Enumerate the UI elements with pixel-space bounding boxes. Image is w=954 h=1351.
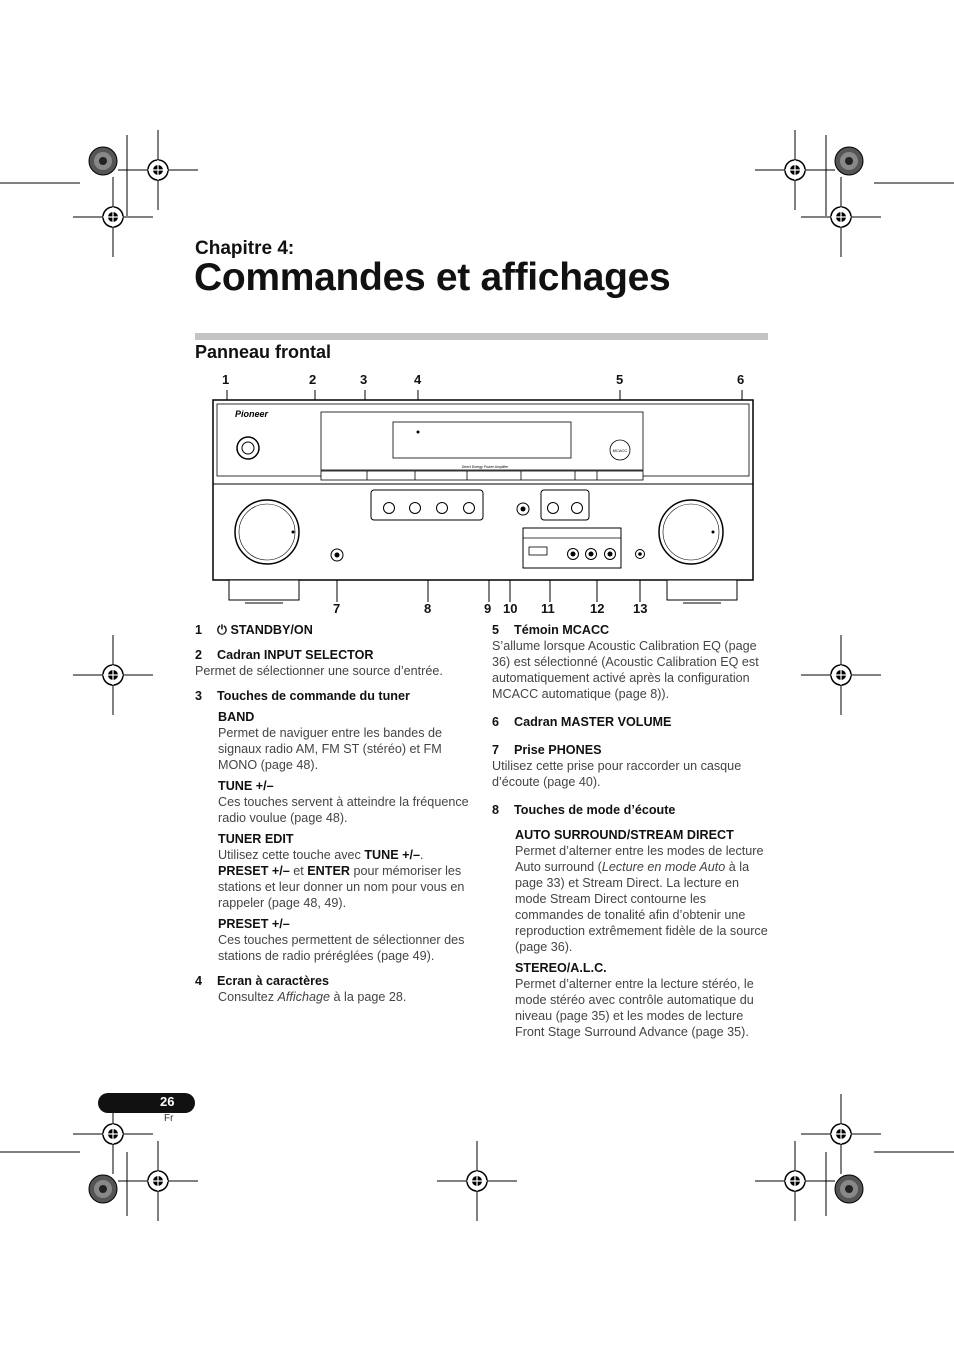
callout-3: 3 — [360, 372, 368, 387]
callout-5: 5 — [616, 372, 624, 387]
item-phones-jack: 7 Prise PHONES Utilisez cette prise pour raccorder un casque d’écoute (page 40). — [492, 743, 742, 789]
power-icon: ⏻ — [217, 623, 227, 637]
right-column — [492, 622, 768, 1049]
model-text: Direct Energy Power Amplifier — [461, 465, 509, 469]
item-mcacc-indicator: 5 Témoin MCACC S’allume lorsque Acoustic Calibration EQ (page 36) est sélectionné (Acoustic Calibration EQ est automatiquement activé après la configuration MCACC automatique (page 8)). — [492, 623, 759, 701]
section-rule — [195, 333, 768, 340]
left-column — [195, 622, 475, 1014]
chapter-title: Commandes et affichages — [194, 256, 671, 299]
callout-4: 4 — [414, 372, 422, 387]
crop-mark — [755, 130, 954, 257]
item-listening-mode: 8 Touches de mode d’écoute AUTO SURROUND/STREAM DIRECT Permet d’alterner entre les modes de lecture Auto surround (Lecture en mode Auto à la page 33) et Stream Direct. La lecture en mode Stream Direct contourne les commandes de tonalité afin d’obtenir une reproduction extrêmement fidèle de la source (page 36). STEREO/A.L.C. Permet d’alterner entre la lecture stéréo, le mode stéréo avec contrôle automatique du niveau (page 35) et les modes de lecture Front Stage Surround Advance (page 35). — [492, 803, 768, 1039]
callout-13: 13 — [633, 601, 648, 616]
callout-8: 8 — [424, 601, 432, 616]
item-character-display: 4 Ecran à caractères Consultez Affichage à la page 28. — [195, 974, 407, 1004]
item-master-volume: 6 Cadran MASTER VOLUME — [492, 715, 672, 729]
callout-7: 7 — [333, 601, 341, 616]
callout-12: 12 — [590, 601, 605, 616]
front-panel-illustration — [205, 390, 765, 612]
mcacc-indicator-label: MCACC — [612, 448, 628, 453]
callout-11: 11 — [541, 601, 555, 616]
language-code: Fr — [164, 1113, 174, 1124]
callout-6: 6 — [737, 372, 745, 387]
item-input-selector: 2 Cadran INPUT SELECTOR Permet de sélectionner une source d’entrée. — [195, 648, 443, 678]
page-number-badge — [98, 1093, 195, 1113]
callout-2: 2 — [309, 372, 317, 387]
item-tuner-controls: 3 Touches de commande du tuner BAND Permet de naviguer entre les bandes de signaux radio AM, FM ST (stéréo) et FM MONO (page 48). TUNE +/– Ces touches servent à atteindre la fréquence radio voulue (page 48). TUNER EDIT Utilisez cette touche avec TUNE +/–. PRESET +/– et ENTER pour mémoriser les stations et leur donner un nom pour vous en rappeler (page 48, 49). PRESET +/– Ces touches permettent de sélectionner des stations de radio préréglées (page 49). — [195, 689, 469, 963]
section-title: Panneau frontal — [195, 342, 332, 362]
brand-logo: Pioneer — [235, 409, 269, 419]
chapter-label: Chapitre 4: — [195, 238, 295, 259]
callout-1: 1 — [222, 372, 230, 387]
crop-mark — [755, 1094, 954, 1221]
item-standby: 1 ⏻ STANDBY/ON — [195, 623, 313, 637]
callout-10: 10 — [503, 601, 518, 616]
page-number: 26 — [160, 1094, 175, 1109]
crop-mark — [0, 130, 198, 257]
callout-9: 9 — [484, 601, 492, 616]
